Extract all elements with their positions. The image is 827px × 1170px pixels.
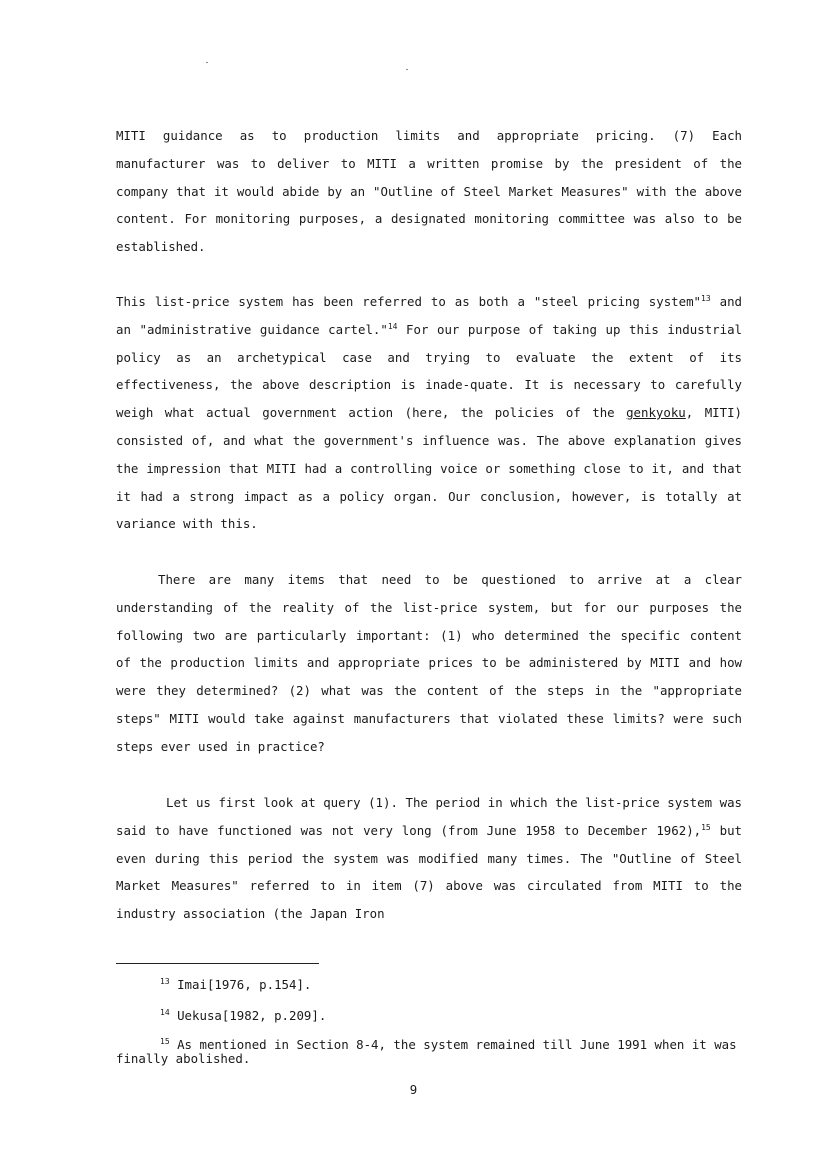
scan-speck <box>206 62 208 63</box>
paragraph-2-part-a: This list-price system has been referred to as both a "steel pricing system" <box>116 294 702 309</box>
footnote-mark-14: 14 <box>160 1008 170 1017</box>
page-number: 9 <box>409 1082 418 1097</box>
footnote-15 <box>116 1038 742 1066</box>
footnote-mark-13: 13 <box>160 977 170 986</box>
scan-speck <box>406 69 408 70</box>
paragraph-2-text <box>116 288 742 538</box>
paragraph-4-text <box>116 789 742 928</box>
paragraph-1-text: MITI guidance as to production limits and appropriate pricing. (7) Each manufacturer was to deliver to MITI a written promise by the president of the company that it would abide by an "Outline of Steel Market Measures" with the above content. For monitoring purposes, a designated monitoring committee was also to be established. <box>116 128 742 255</box>
footnote-ref-15: 15 <box>701 822 711 832</box>
paragraph-2-part-c: For our purpose of taking up this industrial policy as an archetypical case and trying to evaluate the extent of its effectiveness, the above description is inade-quate. It is necessary to carefully weigh what actual government action (here, the policies of the <box>116 321 742 421</box>
footnote-14-text: Uekusa[1982, p.209]. <box>169 1008 327 1023</box>
footnote-14 <box>116 1009 742 1023</box>
paragraph-4-part-a: Let us first look at query (1). The period in which the list-price system was said to have functioned was not very long (from June 1958 to December 1962), <box>116 795 742 838</box>
paragraph-3-text: There are many items that need to be questioned to arrive at a clear understanding of the reality of the list-price system, but for our purposes the following two are particularly important: (1) who determined the specific content of the production limits and appropriate prices to be administered by MITI and how were they determined? (2) what was the content of the steps in the "appropriate steps" MITI would take against manufacturers that violated these limits? were such steps ever used in practice? <box>116 572 742 754</box>
paragraph-4-part-b: but even during this period the system was modified many times. The "Outline of Steel Market Measures" referred to in item (7) above was circulated from MITI to the industry association (the Japan Iron <box>116 822 742 922</box>
underlined-term-genkyoku: genkyoku <box>626 405 686 421</box>
footnote-13-text: Imai[1976, p.154]. <box>169 977 312 992</box>
footnote-15-text: As mentioned in Section 8-4, the system remained till June 1991 when it was finally abolished. <box>116 1037 737 1066</box>
paragraph-3 <box>116 566 742 761</box>
paragraph-2-part-d: , MITI) consisted of, and what the government's influence was. The above explanation gives the impression that MITI had a controlling voice or something close to it, and that it had a strong impact as a policy organ. Our conclusion, however, is totally at variance with this. <box>116 405 743 532</box>
paragraph-1 <box>116 122 742 261</box>
footnote-13 <box>116 978 742 992</box>
paragraph-2 <box>116 288 742 538</box>
footnote-ref-13: 13 <box>701 294 711 303</box>
footnote-ref-14: 14 <box>387 321 398 331</box>
paragraph-4 <box>116 789 742 928</box>
paragraph-2-part-b: and an "administrative guidance cartel." <box>116 294 743 337</box>
footnote-separator <box>116 963 319 964</box>
footnote-mark-15: 15 <box>160 1037 170 1046</box>
